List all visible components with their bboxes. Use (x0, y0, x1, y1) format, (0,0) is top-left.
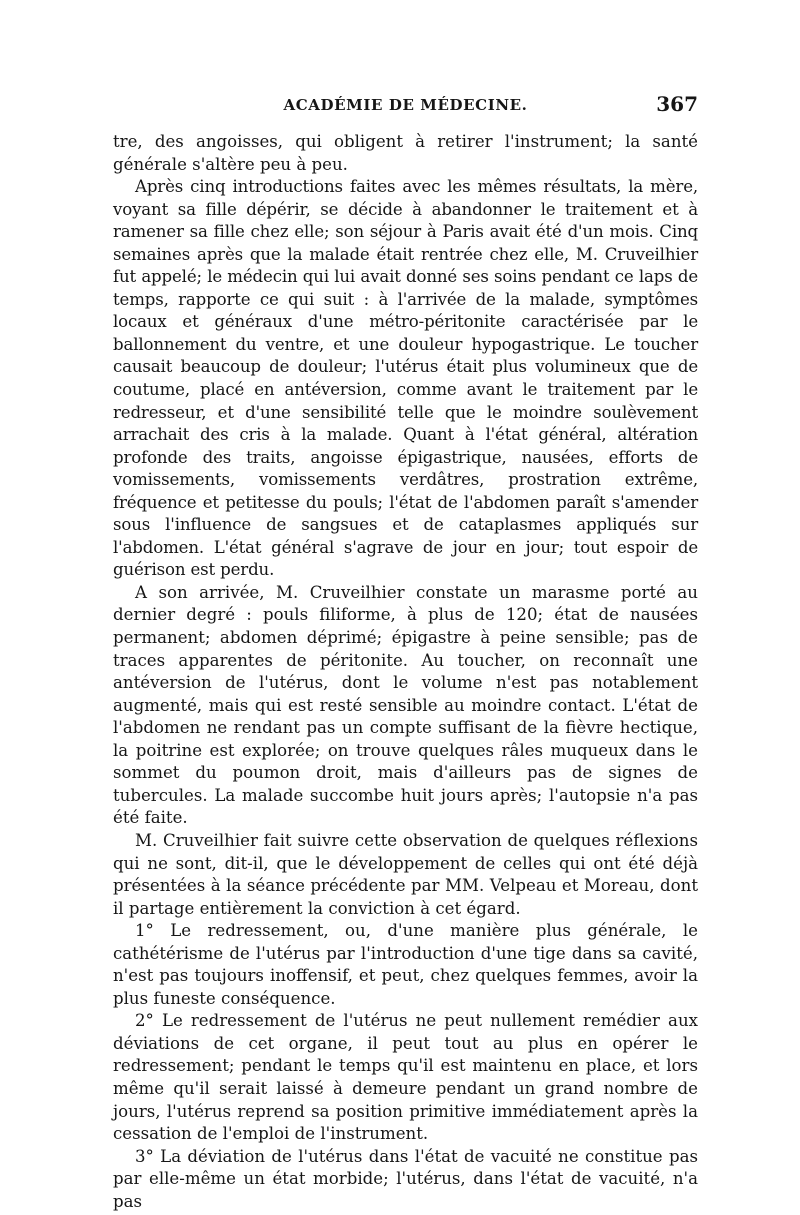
paragraph-point-1: 1° Le redressement, ou, d'une manière plus générale, le cathétérisme de l'utérus par l'introduction d'une tige dans sa cavité, n'est pas toujours inoffensif, et peut, chez quelques femmes, avoir la plus funeste conséquence. (113, 921, 698, 1008)
paragraph-point-3: 3° La déviation de l'utérus dans l'état de vacuité ne constitue pas par elle-même un état morbide; l'utérus, dans l'état de vacuité, n'a pas (113, 1146, 698, 1211)
paragraph-case-history: Après cinq introductions faites avec les mêmes résultats, la mère, voyant sa fille dépérir, se décide à abandonner le traitement et à ramener sa fille chez elle; son séjour à Paris avait été d'un mois. Cinq semaines après que la malade était rentrée chez elle, M. Cruveilhier fut appelé; le médecin qui lui avait donné ses soins pendant ce laps de temps, rapporte ce qui suit : à l'arrivée de la malade, symptômes locaux et généraux d'une métro-péritonite caractérisée par le ballonnement du ventre, et une douleur hypogastrique. Le toucher causait beaucoup de douleur; l'utérus était plus volumineux que de coutume, placé en antéversion, comme avant le traitement par le redresseur, et d'une sensibilité telle que le moindre soulèvement arrachait des cris à la malade. Quant à l'état général, altération profonde des traits, angoisse épigastrique, nausées, efforts de vomissements, vomissements verdâtres, prostration extrême, fréquence et petitesse du pouls; l'état de l'abdomen paraît s'amender sous l'influence de sangsues et de cataplasmes appliqués sur l'abdomen. L'état général s'agrave de jour en jour; tout espoir de guérison est perdu. (113, 177, 698, 580)
body-text (113, 131, 698, 1213)
running-title: ACADÉMIE DE MÉDECINE. (283, 96, 528, 114)
paragraph-point-2: 2° Le redressement de l'utérus ne peut nullement remédier aux déviations de cet organe, il peut tout au plus en opérer le redressement; pendant le temps qu'il est maintenu en place, et lors même qu'il serait laissé à demeure pendant un grand nombre de jours, l'utérus reprend sa position primitive immédiatement après la cessation de l'emploi de l'instrument. (113, 1011, 698, 1144)
paragraph-cruveilhier-arrival: A son arrivée, M. Cruveilhier constate un marasme porté au dernier degré : pouls filiforme, à plus de 120; état de nausées permanent; abdomen déprimé; épigastre à peine sensible; pas de traces apparentes de péritonite. Au toucher, on reconnaît une antéversion de l'utérus, dont le volume n'est pas notablement augmenté, mais qui est resté sensible au moindre contact. L'état de l'abdomen ne rendant pas un compte suffisant de la fièvre hectique, la poitrine est explorée; on trouve quelques râles muqueux dans le sommet du poumon droit, mais d'ailleurs pas de signes de tubercules. La malade succombe huit jours après; l'autopsie n'a pas été faite. (113, 582, 698, 828)
paragraph-continuation: tre, des angoisses, qui obligent à retirer l'instrument; la santé générale s'altère peu à peu. (113, 132, 698, 174)
page-number: 367 (656, 92, 698, 116)
book-page (113, 0, 698, 1215)
paragraph-reflections: M. Cruveilhier fait suivre cette observation de quelques réflexions qui ne sont, dit-il, que le développement de celles qui ont été déjà présentées à la séance précédente par MM. Velpeau et Moreau, dont il partage entièrement la conviction à cet égard. (113, 830, 698, 918)
page-header (113, 92, 698, 122)
